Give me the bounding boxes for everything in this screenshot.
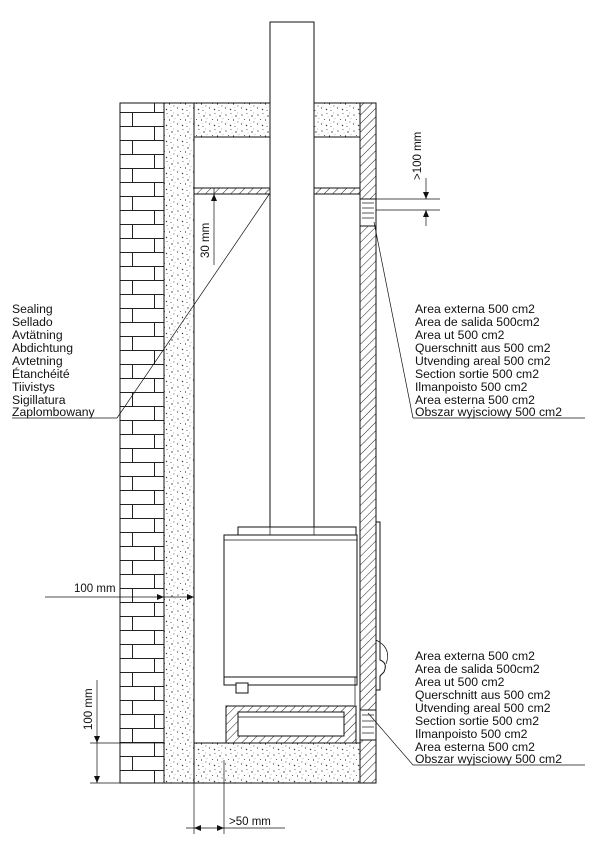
lower-vent-label-line: Area ut 500 cm2 [415,675,505,689]
upper-vent-label-line: Obszar wyjsciowy 500 cm2 [415,405,562,419]
lower-vent-label-line: Querschnitt aus 500 cm2 [415,688,551,702]
upper-vent-label-line: Utvending areal 500 cm2 [415,354,551,368]
sealing-label-line: Sigillatura [12,393,66,407]
sealing-label-block [12,302,96,419]
upper-vent-label-line: Area de salida 500cm2 [415,315,540,329]
upper-vent-label-line: Area ut 500 cm2 [415,328,505,342]
sealing-label-line: Tiivistys [12,380,55,394]
upper-vent-label-line: Section sortie 500 cm2 [415,367,539,381]
chimney-pipe [270,22,314,530]
side-wall-hatched [360,103,376,783]
sealing-label-line: Sealing [12,302,53,316]
sealing-label-line: Zaplombowany [12,405,95,419]
dim-floor-label: 100 mm [83,688,95,730]
dim-side-clearance-label: >50 mm [229,816,271,828]
lower-vent-label-line: Section sortie 500 cm2 [415,714,539,728]
upper-vent-label-line: Ilmanpoisto 500 cm2 [415,380,528,394]
lower-vent-label-line: Ilmanpoisto 500 cm2 [415,727,528,741]
upper-vent-label-block [415,302,562,419]
dim-insulation-label: 100 mm [74,583,116,595]
sealing-label-line: Avtetning [12,354,63,368]
sealing-label-line: Avtätning [12,328,63,342]
sealing-label-line: Sellado [12,315,53,329]
dim-seal-gap-label: 30 mm [200,222,212,258]
upper-vent-label-line: Querschnitt aus 500 cm2 [415,341,551,355]
dim-top-clearance-label: >100 mm [412,131,424,180]
lower-vent-label-line: Area de salida 500cm2 [415,662,540,676]
lower-vent-label-line: Area esterna 500 cm2 [415,740,535,754]
brick-wall [120,103,164,783]
lower-vent-label-line: Utvending areal 500 cm2 [415,701,551,715]
sealing-label-line: Abdichtung [12,341,73,355]
upper-vent-label-line: Area externa 500 cm2 [415,302,535,316]
lower-vent-label-block [415,649,562,766]
upper-vent-label-line: Area esterna 500 cm2 [415,393,535,407]
lower-vent-label-line: Area externa 500 cm2 [415,649,535,663]
lower-vent-label-line: Obszar wyjsciowy 500 cm2 [415,752,562,766]
dim-seal-gap [200,188,217,265]
sealing-label-line: Étanchéité [12,367,70,381]
dim-top-clearance [376,132,440,226]
